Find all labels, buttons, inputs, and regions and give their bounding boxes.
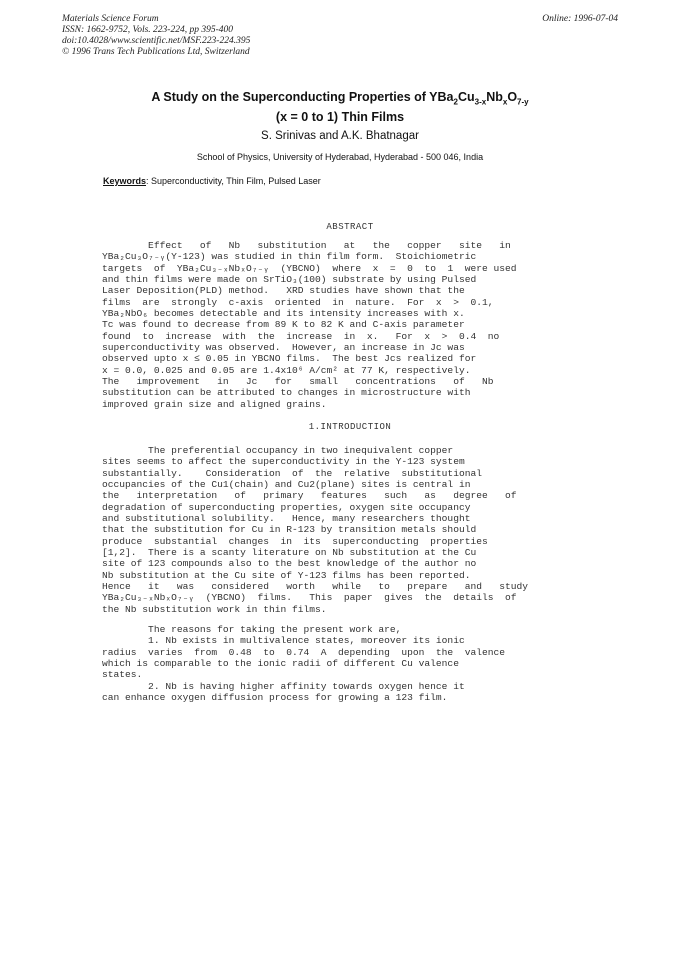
authors: S. Srinivas and A.K. Bhatnagar xyxy=(261,130,419,142)
citation-header xyxy=(62,14,250,58)
text-line: [1,2]. There is a scanty literature on Nb substitution at the Cu xyxy=(102,547,477,559)
text-line: the Nb substitution work in thin films. xyxy=(102,603,327,615)
keywords-label: Keywords xyxy=(103,176,147,186)
title-line-2: (x = 0 to 1) Thin Films xyxy=(275,109,405,124)
text-line: radius varies from 0.48 to 0.74 A depending upon the valence xyxy=(102,646,506,658)
keywords-text: : Superconductivity, Thin Film, Pulsed Laser xyxy=(146,176,321,186)
text-line: substantially. Consideration of the relative substitutional xyxy=(102,467,482,479)
text-line: observed upto x ≤ 0.05 in YBCNO films. The best Jᴄs realized for xyxy=(102,353,477,365)
text-line: The improvement in Jᴄ for small concentrations of Nb xyxy=(102,376,494,388)
text-line: which is comparable to the ionic radii of different Cu valence xyxy=(102,658,459,670)
issn-line: ISSN: 1662-9752, Vols. 223-224, pp 395-400 xyxy=(62,25,233,35)
text-line: and thin films were made on SrTiO₃(100) substrate by using Pulsed xyxy=(102,274,477,286)
text-line: substitution can be attributed to changes in microstructure with xyxy=(102,387,471,399)
text-line: found to increase with the increase in x. For x > 0.4 no xyxy=(102,330,500,342)
journal-name: Materials Science Forum xyxy=(62,14,159,24)
abstract-body xyxy=(102,240,545,410)
affiliation: School of Physics, University of Hyderabad, Hyderabad - 500 046, India xyxy=(196,152,484,162)
text-line: YBa₂Cu₃O₇₋ᵧ(Y-123) was studied in thin film form. Stoichiometric xyxy=(102,251,477,263)
text-line: Tᴄ was found to decrease from 89 K to 82 K and C-axis parameter xyxy=(102,319,465,331)
text-line: The reasons for taking the present work are, xyxy=(102,624,402,635)
introduction-paragraph-3 xyxy=(102,681,545,704)
text-line: and substitutional solubility. Hence, many researchers thought xyxy=(102,513,471,525)
doi-line[interactable]: doi:10.4028/www.scientific.net/MSF.223-224.395 xyxy=(62,36,251,46)
text-line: Laser Deposition(PLD) method. XRD studies have shown that the xyxy=(102,285,465,297)
paper-title xyxy=(60,90,620,125)
text-line: films are strongly c-axis oriented in nature. For x > 0.1, xyxy=(102,296,494,308)
text-line: that the substitution for Cu in R-123 by transition metals should xyxy=(102,524,477,536)
text-line: the interpretation of primary features such as degree of xyxy=(102,490,517,502)
text-line: states. xyxy=(102,669,143,681)
introduction-paragraph-2 xyxy=(102,624,545,681)
text-line: improved grain size and aligned grains. xyxy=(102,398,327,410)
introduction-heading: 1.INTRODUCTION xyxy=(308,422,392,432)
text-line: degradation of superconducting properties, oxygen site occupancy xyxy=(102,501,471,513)
text-line: occupancies of the Cu1(chain) and Cu2(plane) sites is central in xyxy=(102,479,471,491)
text-line: can enhance oxygen diffusion process for growing a 123 film. xyxy=(102,692,448,704)
text-line: sites seems to affect the superconductivity in the Y-123 system xyxy=(102,456,465,468)
text-line: Hence it was considered worth while to prepare and study xyxy=(102,581,529,593)
text-line: 2. Nb is having higher affinity towards oxygen hence it xyxy=(102,681,465,692)
text-line: targets of YBa₂Cu₃₋ₓNbₓO₇₋ᵧ (YBCNO) where x = 0 to 1 were used xyxy=(102,262,517,274)
online-date: Online: 1996-07-04 xyxy=(542,14,618,24)
text-line: YBa₂Cu₃₋ₓNbₓO₇₋ᵧ (YBCNO) films. This paper gives the details of xyxy=(102,592,517,604)
text-line: YBa₂NbO₆ becomes detectable and its intensity increases with x. xyxy=(102,308,465,320)
text-line: The preferential occupancy in two inequivalent copper xyxy=(102,445,454,456)
title-line-1: A Study on the Superconducting Properties of $YBa_2Cu_{3-x}Nb_xO_{7-y}$ xyxy=(151,90,529,107)
text-line: produce substantial changes in its superconducting properties xyxy=(102,535,488,547)
text-line: superconductivity was observed. However, an increase in Jᴄ was xyxy=(102,342,465,354)
keywords xyxy=(103,176,321,186)
copyright-line: © 1996 Trans Tech Publications Ltd, Switzerland xyxy=(62,47,250,57)
text-line: x = 0.0, 0.025 and 0.05 are 1.4x10⁶ A/cm² at 77 K, respectively. xyxy=(102,364,471,376)
text-line: Effect of Nb substitution at the copper site in xyxy=(102,240,511,251)
abstract-heading: ABSTRACT xyxy=(326,222,374,232)
text-line: 1. Nb exists in multivalence states, moreover its ionic xyxy=(102,635,465,647)
text-line: Nb substitution at the Cu site of Y-123 films has been reported. xyxy=(102,569,471,581)
text-line: site of 123 compounds also to the best knowledge of the author no xyxy=(102,558,477,570)
introduction-paragraph-1 xyxy=(102,445,545,615)
